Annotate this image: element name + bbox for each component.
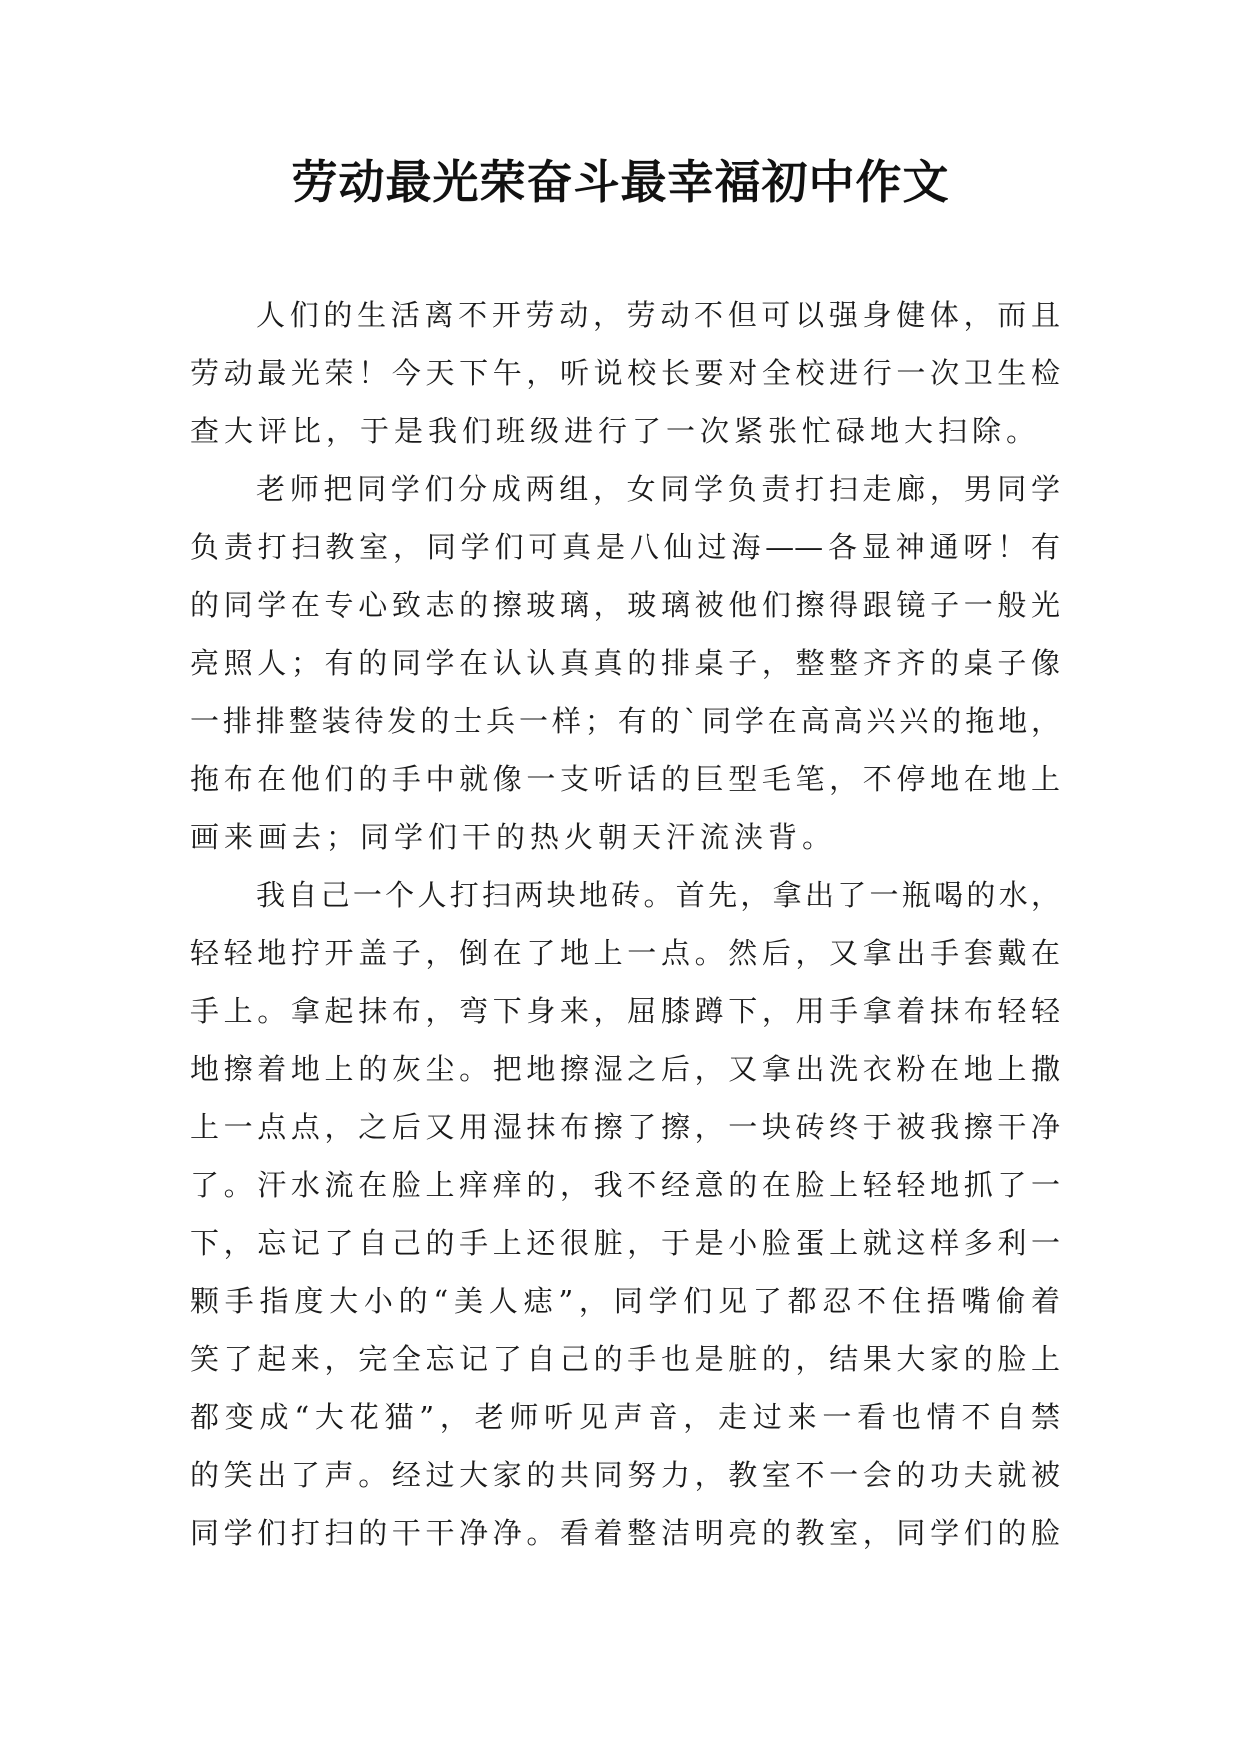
text-line: 负责打扫教室，同学们可真是八仙过海——各显神通呀！有 — [190, 530, 1060, 564]
text-line: 都变成“大花猫”，老师听见声音，走过来一看也情不自禁 — [190, 1400, 1060, 1434]
text-line: 了。汗水流在脸上痒痒的，我不经意的在脸上轻轻地抓了一 — [190, 1168, 1060, 1202]
text-line: 的同学在专心致志的擦玻璃，玻璃被他们擦得跟镜子一般光 — [190, 588, 1060, 622]
text-line: 一排排整装待发的士兵一样；有的`同学在高高兴兴的拖地， — [190, 704, 1060, 738]
text-line: 笑了起来，完全忘记了自己的手也是脏的，结果大家的脸上 — [190, 1342, 1060, 1376]
text-line: 轻轻地拧开盖子，倒在了地上一点。然后，又拿出手套戴在 — [190, 936, 1060, 970]
text-line: 查大评比，于是我们班级进行了一次紧张忙碌地大扫除。 — [190, 414, 1041, 448]
document-body — [190, 286, 1060, 1562]
text-line: 同学们打扫的干干净净。看着整洁明亮的教室，同学们的脸 — [190, 1516, 1060, 1550]
text-line: 劳动最光荣！今天下午，听说校长要对全校进行一次卫生检 — [190, 356, 1060, 390]
paragraph-1 — [190, 286, 1060, 460]
text-line: 下，忘记了自己的手上还很脏，于是小脸蛋上就这样多利一 — [190, 1226, 1060, 1260]
paragraph-3 — [190, 866, 1060, 1562]
text-line: 画来画去；同学们干的热火朝天汗流浃背。 — [190, 820, 837, 854]
text-line: 地擦着地上的灰尘。把地擦湿之后，又拿出洗衣粉在地上撒 — [190, 1052, 1060, 1086]
text-line: 拖布在他们的手中就像一支听话的巨型毛笔，不停地在地上 — [190, 762, 1060, 796]
text-line: 老师把同学们分成两组，女同学负责打扫走廊，男同学 — [256, 472, 1060, 506]
text-line: 上一点点，之后又用湿抹布擦了擦，一块砖终于被我擦干净 — [190, 1110, 1060, 1144]
text-line: 手上。拿起抹布，弯下身来，屈膝蹲下，用手拿着抹布轻轻 — [190, 994, 1060, 1028]
text-line: 我自己一个人打扫两块地砖。首先，拿出了一瓶喝的水， — [256, 878, 1060, 912]
text-line: 人们的生活离不开劳动，劳动不但可以强身健体，而且 — [256, 298, 1060, 332]
text-line: 亮照人；有的同学在认认真真的排桌子，整整齐齐的桌子像 — [190, 646, 1060, 680]
paragraph-2 — [190, 460, 1060, 866]
text-line: 颗手指度大小的“美人痣”，同学们见了都忍不住捂嘴偷着 — [190, 1284, 1060, 1318]
text-line: 的笑出了声。经过大家的共同努力，教室不一会的功夫就被 — [190, 1458, 1060, 1492]
document-title: 劳动最光荣奋斗最幸福初中作文 — [291, 155, 950, 209]
